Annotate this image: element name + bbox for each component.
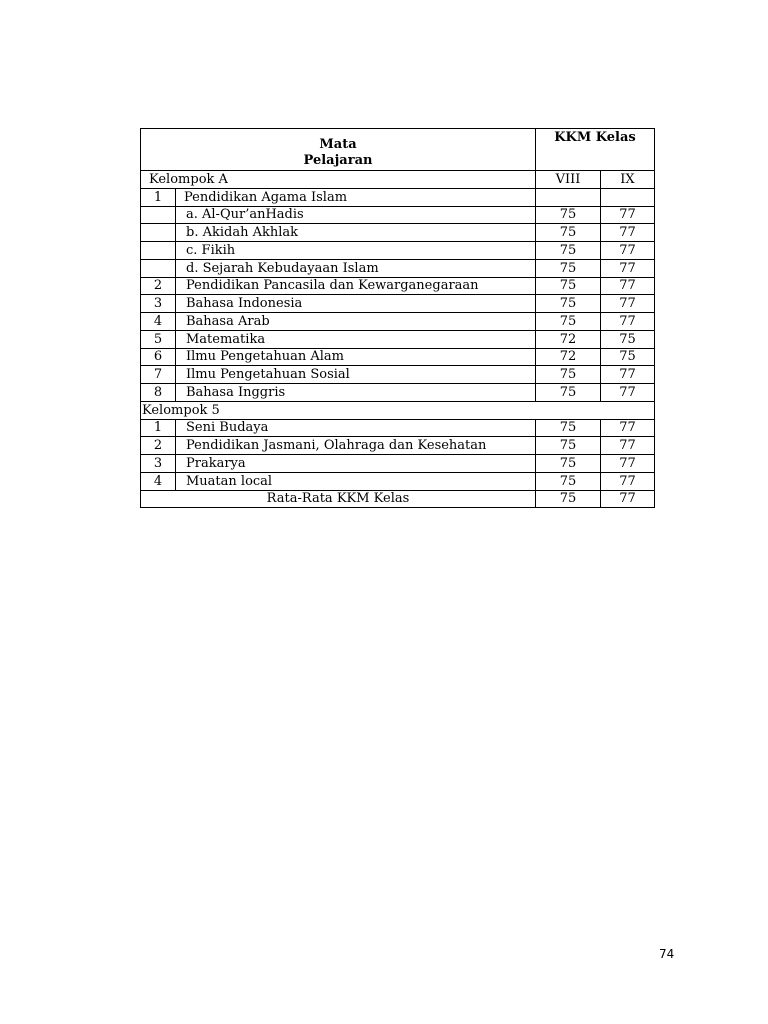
- table-row: [141, 419, 655, 437]
- row-kkm-viii: 75: [536, 224, 601, 242]
- row-kkm-viii: 75: [536, 206, 601, 224]
- row-kkm-ix: 77: [601, 419, 655, 437]
- table-row: [141, 330, 655, 348]
- row-subject: Bahasa Arab: [176, 313, 536, 331]
- row-subject: Matematika: [176, 330, 536, 348]
- average-viii: 75: [536, 490, 601, 508]
- header-mata-pelajaran: [141, 129, 536, 171]
- row-kkm-viii: 75: [536, 384, 601, 402]
- row-kkm-ix: 75: [601, 330, 655, 348]
- row-subject: Ilmu Pengetahuan Alam: [176, 348, 536, 366]
- row-number: 8: [141, 384, 176, 402]
- group-b-label: Kelompok 5: [141, 401, 655, 419]
- row-kkm-viii: 75: [536, 259, 601, 277]
- row-number: 6: [141, 348, 176, 366]
- row-number: 3: [141, 295, 176, 313]
- row-kkm-viii: 75: [536, 455, 601, 473]
- row-number: 1: [141, 188, 176, 206]
- row-kkm-viii: 75: [536, 472, 601, 490]
- row-kkm-viii: 75: [536, 419, 601, 437]
- row-number: 2: [141, 437, 176, 455]
- row-subject: Pendidikan Pancasila dan Kewarganegaraan: [176, 277, 536, 295]
- table-row: [141, 242, 655, 260]
- col-ix-header: IX: [601, 171, 655, 189]
- row-kkm-ix: 77: [601, 366, 655, 384]
- row-kkm-ix: 77: [601, 277, 655, 295]
- row-kkm-viii: 75: [536, 366, 601, 384]
- row-number: [141, 259, 176, 277]
- table-row: [141, 313, 655, 331]
- row-subject: a. Al-Qur’anHadis: [176, 206, 536, 224]
- row-kkm-ix: 77: [601, 206, 655, 224]
- group-a-row: [141, 171, 655, 189]
- row-kkm-ix: 77: [601, 455, 655, 473]
- table-row: [141, 259, 655, 277]
- table-row: [141, 224, 655, 242]
- table-row: [141, 348, 655, 366]
- row-subject: Bahasa Indonesia: [176, 295, 536, 313]
- row-subject: c. Fikih: [176, 242, 536, 260]
- row-kkm-ix: 75: [601, 348, 655, 366]
- table-row: [141, 437, 655, 455]
- row-kkm-viii: 75: [536, 437, 601, 455]
- row-kkm-viii: 72: [536, 330, 601, 348]
- row-subject: Pendidikan Jasmani, Olahraga dan Kesehatan: [176, 437, 536, 455]
- col-viii-header: VIII: [536, 171, 601, 189]
- table-row: [141, 206, 655, 224]
- row-number: 4: [141, 313, 176, 331]
- row-number: [141, 206, 176, 224]
- row-number: 3: [141, 455, 176, 473]
- row-subject: Ilmu Pengetahuan Sosial: [176, 366, 536, 384]
- table-row: [141, 366, 655, 384]
- row-kkm-viii: [536, 188, 601, 206]
- table-row: [141, 277, 655, 295]
- row-number: 2: [141, 277, 176, 295]
- average-ix: 77: [601, 490, 655, 508]
- row-kkm-viii: 75: [536, 295, 601, 313]
- row-kkm-ix: 77: [601, 224, 655, 242]
- row-kkm-ix: 77: [601, 242, 655, 260]
- header-mata-line1: Mata: [319, 137, 357, 152]
- group-a-label: Kelompok A: [141, 171, 536, 189]
- row-kkm-ix: 77: [601, 384, 655, 402]
- row-number: 5: [141, 330, 176, 348]
- table-row: [141, 472, 655, 490]
- row-subject: Muatan local: [176, 472, 536, 490]
- row-subject: Bahasa Inggris: [176, 384, 536, 402]
- average-label: Rata-Rata KKM Kelas: [141, 490, 536, 508]
- row-kkm-ix: 77: [601, 259, 655, 277]
- header-mata-line2: Pelajaran: [303, 153, 373, 168]
- row-subject: Seni Budaya: [176, 419, 536, 437]
- table-row: [141, 188, 655, 206]
- average-row: [141, 490, 655, 508]
- row-kkm-ix: 77: [601, 437, 655, 455]
- row-kkm-ix: 77: [601, 295, 655, 313]
- row-kkm-ix: [601, 188, 655, 206]
- row-kkm-viii: 72: [536, 348, 601, 366]
- row-kkm-ix: 77: [601, 472, 655, 490]
- row-number: [141, 242, 176, 260]
- table-row: [141, 455, 655, 473]
- row-kkm-viii: 75: [536, 277, 601, 295]
- row-number: 7: [141, 366, 176, 384]
- table-row: [141, 295, 655, 313]
- row-number: 1: [141, 419, 176, 437]
- row-subject: d. Sejarah Kebudayaan Islam: [176, 259, 536, 277]
- header-kkm-kelas: KKM Kelas: [536, 129, 655, 171]
- row-kkm-viii: 75: [536, 242, 601, 260]
- group-b-row: [141, 401, 655, 419]
- page-number: 74: [659, 947, 675, 961]
- row-subject: Prakarya: [176, 455, 536, 473]
- row-subject: Pendidikan Agama Islam: [176, 188, 536, 206]
- row-kkm-ix: 77: [601, 313, 655, 331]
- kkm-table: [140, 128, 655, 508]
- row-subject: b. Akidah Akhlak: [176, 224, 536, 242]
- header-row: [141, 129, 655, 171]
- table-row: [141, 384, 655, 402]
- row-kkm-viii: 75: [536, 313, 601, 331]
- row-number: 4: [141, 472, 176, 490]
- row-number: [141, 224, 176, 242]
